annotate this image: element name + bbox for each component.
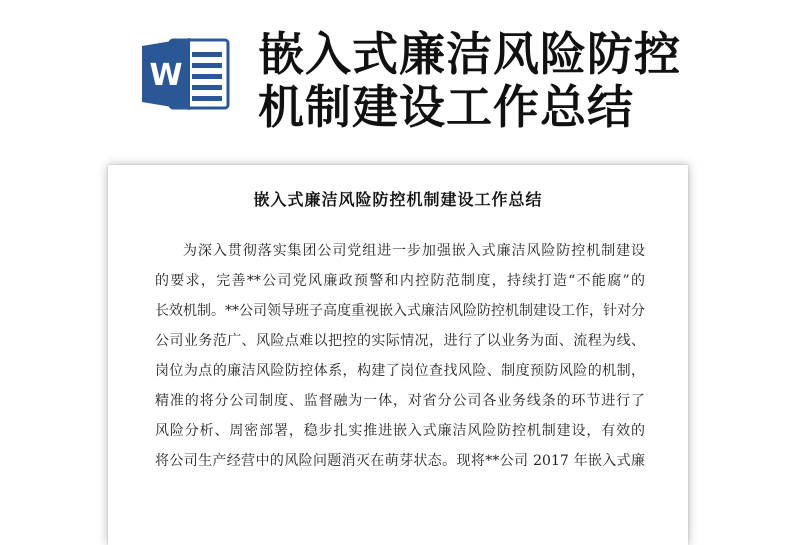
banner-title-line-1: 嵌入式廉洁风险防控 — [258, 27, 681, 81]
document-line: 的要求，完善**公司党风廉政预警和内控防范制度，持续打造“不能腐”的 — [155, 273, 645, 289]
banner-title-line-2: 机制建设工作总结 — [258, 80, 634, 134]
word-logo-letter: W — [149, 58, 183, 93]
document-line: 精准的将分公司制度、监督融为一体，对省分公司各业务线条的环节进行了 — [155, 393, 645, 409]
word-document-icon — [140, 34, 232, 114]
document-line: 长效机制。**公司领导班子高度重视嵌入式廉洁风险防控机制建设工作，针对分 — [155, 303, 645, 319]
document-line: 岗位为点的廉洁风险防控体系，构建了岗位查找风险、制度预防风险的机制， — [155, 363, 645, 379]
document-title: 嵌入式廉洁风险防控机制建设工作总结 — [253, 190, 543, 209]
document-line: 风险分析、周密部署，稳步扎实推进嵌入式廉洁风险防控机制建设，有效的 — [155, 423, 645, 439]
banner-title — [258, 28, 778, 134]
document-body — [155, 236, 645, 476]
banner — [0, 0, 800, 150]
document-line: 为深入贯彻落实集团公司党组进一步加强嵌入式廉洁风险防控机制建设 — [183, 243, 645, 259]
document-line: 公司业务范广、风险点难以把控的实际情况，进行了以业务为面、流程为线、 — [155, 333, 645, 349]
document-line: 将公司生产经营中的风险问题消灭在萌芽状态。现将**公司 2017 年嵌入式廉 — [155, 453, 645, 469]
